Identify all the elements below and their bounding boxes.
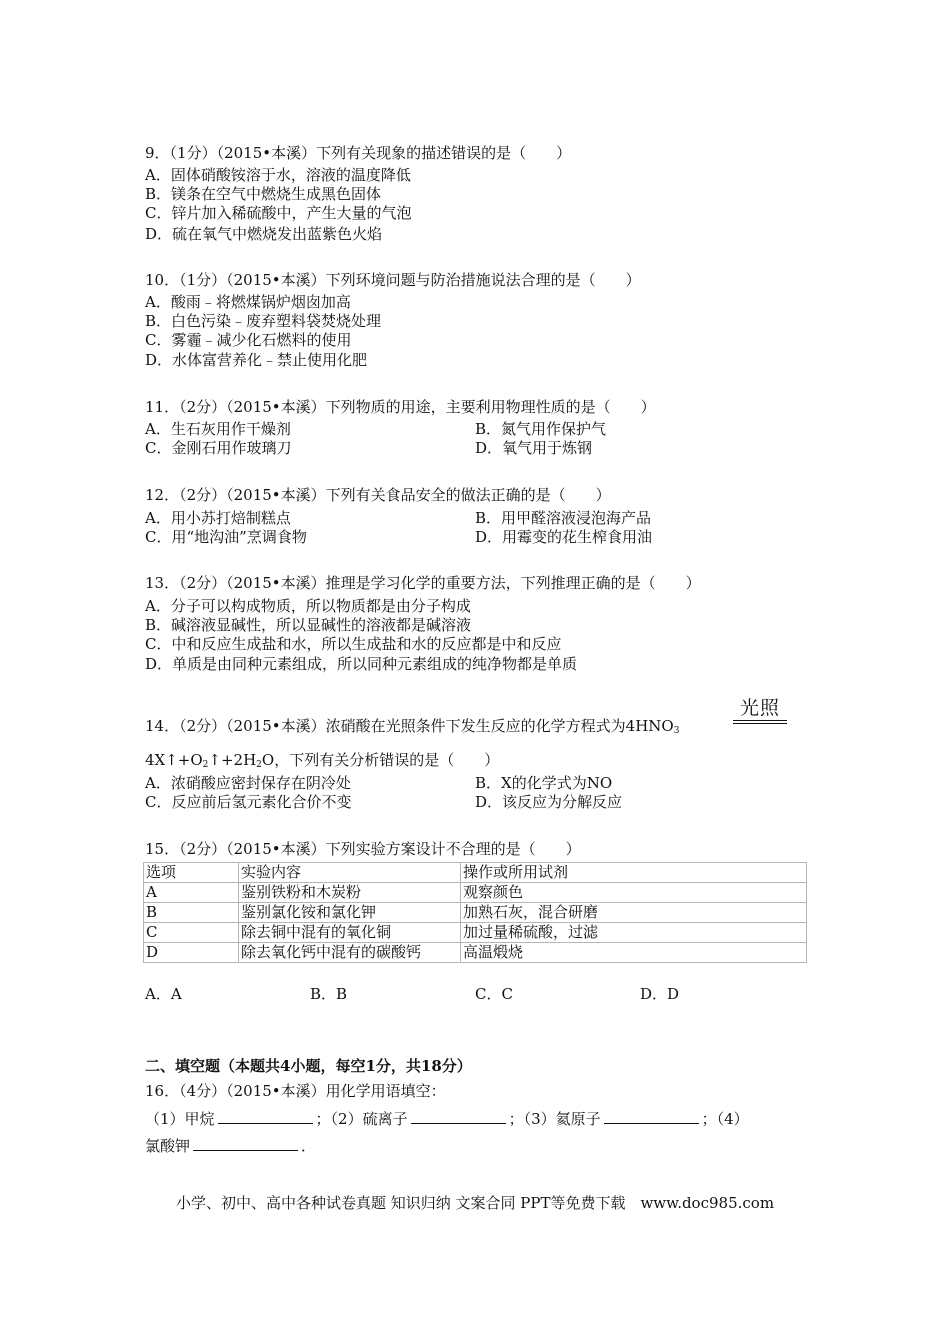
q15-option-b: B．B <box>310 985 348 1003</box>
table-cell: A <box>144 883 239 903</box>
q14-line2-c: O，下列有关分析错误的是（ ） <box>261 751 500 769</box>
q13-option-c: C．中和反应生成盐和水，所以生成盐和水的反应都是中和反应 <box>145 635 562 653</box>
q11-option-b: B．氮气用作保护气 <box>475 420 607 438</box>
q16-stem: 16．（4分）（2015•本溪）用化学用语填空： <box>145 1082 446 1100</box>
table-header-row <box>144 863 807 883</box>
q11-option-a: A．生石灰用作干燥剂 <box>145 420 291 438</box>
q10-option-d: D．水体富营养化﹣禁止使用化肥 <box>145 351 368 369</box>
table-cell: 鉴别氯化铵和氯化钾 <box>239 903 461 923</box>
table-cell: 加熟石灰，混合研磨 <box>461 903 807 923</box>
reaction-condition <box>733 697 787 724</box>
q13-option-a: A．分子可以构成物质，所以物质都是由分子构成 <box>145 597 471 615</box>
q16-line2 <box>145 1135 316 1156</box>
table-cell: D <box>144 943 239 963</box>
header-option: 选项 <box>144 863 239 883</box>
q14-stem-line2 <box>145 751 499 770</box>
table-cell: B <box>144 903 239 923</box>
table-row <box>144 883 807 903</box>
header-content: 实验内容 <box>239 863 461 883</box>
q15-option-d: D．D <box>640 985 680 1003</box>
table-cell: 高温煅烧 <box>461 943 807 963</box>
table-cell: 加过量稀硫酸，过滤 <box>461 923 807 943</box>
answer-blank[interactable] <box>604 1108 699 1124</box>
q16-part2: ；（2）硫离子 <box>315 1110 408 1128</box>
table-cell: 鉴别铁粉和木炭粉 <box>239 883 461 903</box>
answer-blank[interactable] <box>411 1108 506 1124</box>
q14-stem-text: 14．（2分）（2015•本溪）浓硝酸在光照条件下发生反应的化学方程式为4HNO <box>145 717 674 735</box>
q14-subscript-3: 3 <box>673 726 680 736</box>
header-reagent: 操作或所用试剂 <box>461 863 807 883</box>
q13-option-d: D．单质是由同种元素组成，所以同种元素组成的纯净物都是单质 <box>145 655 578 673</box>
equals-sign <box>733 720 787 724</box>
q14-line2-a: 4X↑+O <box>145 751 203 769</box>
q16-part4: ；（4） <box>701 1110 749 1128</box>
q9-option-b: B．镁条在空气中燃烧生成黑色固体 <box>145 185 382 203</box>
table-cell: 除去氧化钙中混有的碳酸钙 <box>239 943 461 963</box>
q11-option-c: C．金刚石用作玻璃刀 <box>145 439 292 457</box>
q14-subscript-2b: 2 <box>256 760 262 770</box>
q11-option-d: D．氧气用于炼钢 <box>475 439 593 457</box>
q14-option-c: C．反应前后氢元素化合价不变 <box>145 793 352 811</box>
page-footer: 小学、初中、高中各种试卷真题 知识归纳 文案合同 PPT等免费下载 www.doc985.com <box>175 1194 775 1212</box>
q16-part1: （1）甲烷 <box>145 1110 215 1128</box>
q14-line2-b: ↑+2H <box>208 751 257 769</box>
q12-option-a: A．用小苏打焙制糕点 <box>145 509 291 527</box>
q15-stem: 15．（2分）（2015•本溪）下列实验方案设计不合理的是（ ） <box>145 840 581 858</box>
q9-option-a: A．固体硝酸铵溶于水，溶液的温度降低 <box>145 166 411 184</box>
experiment-table <box>143 862 807 963</box>
q12-option-b: B．用甲醛溶液浸泡海产品 <box>475 509 652 527</box>
table-cell: C <box>144 923 239 943</box>
q10-stem: 10．（1分）（2015•本溪）下列环境问题与防治措施说法合理的是（ ） <box>145 271 641 289</box>
table-cell: 除去铜中混有的氧化铜 <box>239 923 461 943</box>
q14-option-b: B．X的化学式为NO <box>475 774 613 792</box>
q14-option-a: A．浓硝酸应密封保存在阴冷处 <box>145 774 351 792</box>
q9-option-c: C．锌片加入稀硫酸中，产生大量的气泡 <box>145 204 412 222</box>
q10-option-b: B．白色污染﹣废弃塑料袋焚烧处理 <box>145 312 382 330</box>
condition-text: 光照 <box>739 697 780 719</box>
q16-part3: ；（3）氦原子 <box>508 1110 601 1128</box>
q16-end: ． <box>301 1137 317 1155</box>
q16-part5: 氯酸钾 <box>145 1137 191 1155</box>
q14-option-d: D．该反应为分解反应 <box>475 793 623 811</box>
table-row <box>144 923 807 943</box>
q9-option-d: D．硫在氧气中燃烧发出蓝紫色火焰 <box>145 225 383 243</box>
q14-stem <box>145 717 679 736</box>
q11-stem: 11．（2分）（2015•本溪）下列物质的用途，主要利用物理性质的是（ ） <box>145 398 656 416</box>
q10-option-a: A．酸雨﹣将燃煤锅炉烟囱加高 <box>145 293 351 311</box>
q12-stem: 12．（2分）（2015•本溪）下列有关食品安全的做法正确的是（ ） <box>145 486 611 504</box>
table-row <box>144 943 807 963</box>
q15-option-c: C．C <box>475 985 513 1003</box>
table-cell: 观察颜色 <box>461 883 807 903</box>
q13-stem: 13．（2分）（2015•本溪）推理是学习化学的重要方法，下列推理正确的是（ ） <box>145 574 701 592</box>
q15-option-a: A．A <box>145 985 182 1003</box>
q12-option-d: D．用霉变的花生榨食用油 <box>475 528 653 546</box>
section-title: 二、填空题（本题共4小题，每空1分，共18分） <box>145 1057 472 1075</box>
answer-blank[interactable] <box>218 1108 313 1124</box>
q16-line1 <box>145 1108 749 1129</box>
q10-option-c: C．雾霾﹣减少化石燃料的使用 <box>145 331 352 349</box>
answer-blank[interactable] <box>193 1135 298 1151</box>
q13-option-b: B．碱溶液显碱性，所以显碱性的溶液都是碱溶液 <box>145 616 472 634</box>
table-row <box>144 903 807 923</box>
q14-subscript-2a: 2 <box>202 760 209 770</box>
q9-stem: 9．（1分）（2015•本溪）下列有关现象的描述错误的是（ ） <box>145 144 572 162</box>
q12-option-c: C．用“地沟油”烹调食物 <box>145 528 307 546</box>
